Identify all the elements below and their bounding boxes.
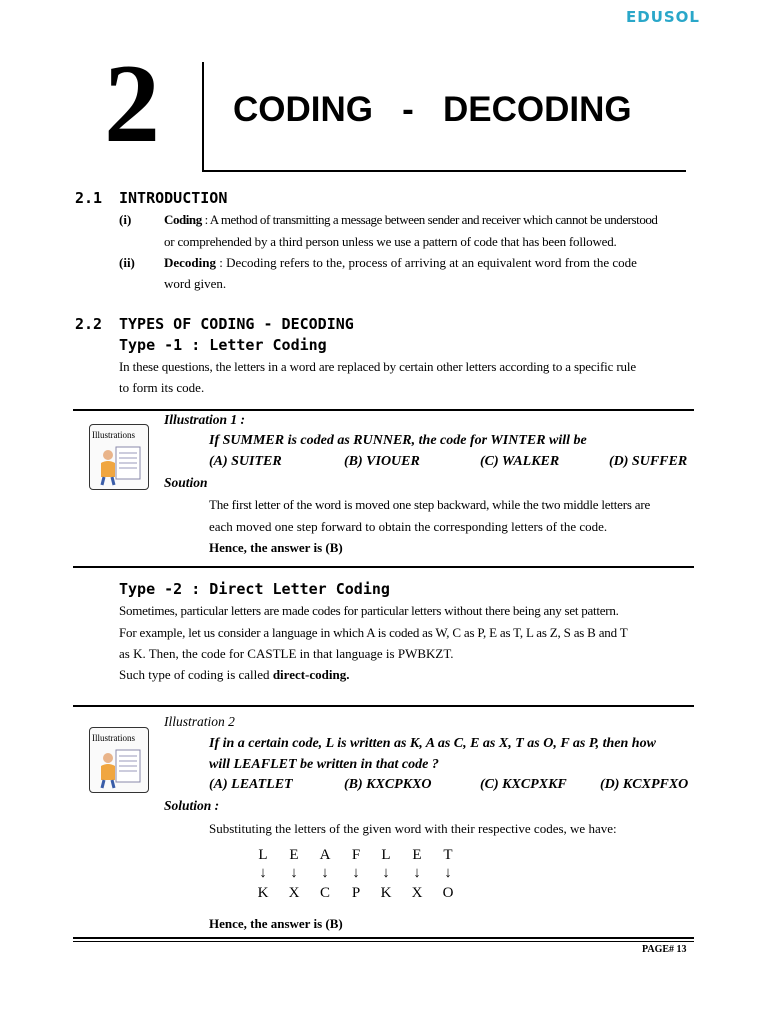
illustration-question: If SUMMER is coded as RUNNER, the code for WINTER will be bbox=[209, 433, 587, 448]
coded-letter: P bbox=[351, 885, 361, 901]
coded-letter: C bbox=[319, 885, 330, 901]
option-b: (B) KXCPKXO bbox=[344, 777, 432, 792]
type1-text-line2: to form its code. bbox=[119, 380, 205, 395]
coding-definition-line2: or comprehended by a third person unless we use a pattern of code that has been followed. bbox=[164, 234, 617, 249]
section-number: 2.1 bbox=[75, 189, 103, 207]
type2-text-line1: Sometimes, particular letters are made codes for particular letters without there being any set pattern. bbox=[119, 603, 619, 618]
type2-text-line3: as K. Then, the code for CASTLE in that language is PWBKZT. bbox=[119, 646, 454, 661]
solution-label: Solution : bbox=[164, 798, 220, 813]
option-d: (D) SUFFER bbox=[609, 454, 688, 469]
section-title: TYPES OF CODING - DECODING bbox=[119, 315, 354, 333]
coded-letter: K bbox=[380, 885, 392, 901]
option-b: (B) VIOUER bbox=[344, 454, 420, 469]
chapter-title: CODING - DECODING bbox=[233, 90, 632, 129]
illustration-question-line2: will LEAFLET be written in that code ? bbox=[209, 757, 439, 772]
term-coding: Coding bbox=[164, 212, 202, 227]
direct-coding-term: direct-coding. bbox=[272, 667, 350, 682]
page-number: PAGE# 13 bbox=[642, 944, 687, 955]
original-letter: L bbox=[258, 847, 268, 863]
option-d: (D) KCXPFXO bbox=[600, 777, 689, 792]
original-letter: F bbox=[351, 847, 361, 863]
original-letter: T bbox=[443, 847, 453, 863]
coded-letter: K bbox=[257, 885, 269, 901]
arrow-down-icon: ↓ bbox=[321, 865, 329, 881]
coding-definition-line1: Coding : A method of transmitting a message between sender and receiver which cannot be understood bbox=[164, 212, 658, 227]
original-letter: E bbox=[289, 847, 299, 863]
type1-text-line1: In these questions, the letters in a word are replaced by certain other letters according to a specific rule bbox=[119, 359, 636, 374]
option-a: (A) LEATLET bbox=[209, 777, 293, 792]
solution-text-line1: Substituting the letters of the given word with their respective codes, we have: bbox=[209, 821, 617, 836]
arrow-down-icon: ↓ bbox=[290, 865, 298, 881]
section-number: 2.2 bbox=[75, 315, 103, 333]
solution-text-line1: The first letter of the word is moved one step backward, while the two middle letters are bbox=[209, 497, 651, 512]
footer-rule-thin bbox=[73, 941, 694, 942]
original-letter: A bbox=[319, 847, 331, 863]
arrow-down-icon: ↓ bbox=[259, 865, 267, 881]
option-c: (C) WALKER bbox=[480, 454, 560, 469]
solution-text-line2: each moved one step forward to obtain the corresponding letters of the code. bbox=[209, 519, 608, 534]
item-marker: (ii) bbox=[119, 255, 135, 270]
option-c: (C) KXCPXKF bbox=[480, 777, 567, 792]
illustration-question-line1: If in a certain code, L is written as K, A as C, E as X, T as O, F as P, then how bbox=[209, 736, 656, 751]
coded-letter: X bbox=[288, 885, 300, 901]
decoding-definition-line2: word given. bbox=[164, 276, 227, 291]
illustrations-icon: Illustrations bbox=[89, 727, 149, 793]
original-letter: L bbox=[381, 847, 391, 863]
solution-label: Soution bbox=[164, 475, 208, 490]
term-decoding: Decoding bbox=[164, 255, 216, 270]
type1-title: Type -1 : Letter Coding bbox=[119, 336, 327, 354]
illustrations-icon: Illustrations bbox=[89, 424, 149, 490]
footer-rule bbox=[73, 937, 694, 939]
chapter-number: 2 bbox=[104, 42, 160, 166]
coded-letter: X bbox=[411, 885, 423, 901]
item-marker: (i) bbox=[119, 212, 132, 227]
arrow-down-icon: ↓ bbox=[382, 865, 390, 881]
decoding-definition-line1: Decoding : Decoding refers to the, process of arriving at an equivalent word from the code bbox=[164, 255, 637, 270]
type2-title: Type -2 : Direct Letter Coding bbox=[119, 580, 390, 598]
coded-letter: O bbox=[442, 885, 454, 901]
option-a: (A) SUITER bbox=[209, 454, 282, 469]
arrow-down-icon: ↓ bbox=[444, 865, 452, 881]
illustration-heading: Illustration 1 : bbox=[164, 412, 246, 427]
answer-text: Hence, the answer is (B) bbox=[209, 540, 343, 555]
illustration-heading: Illustration 2 bbox=[164, 714, 235, 729]
answer-text: Hence, the answer is (B) bbox=[209, 916, 343, 931]
original-letter: E bbox=[412, 847, 422, 863]
arrow-down-icon: ↓ bbox=[413, 865, 421, 881]
arrow-down-icon: ↓ bbox=[352, 865, 360, 881]
section-title: INTRODUCTION bbox=[119, 189, 228, 207]
edusol-logo: EDUSOL bbox=[626, 8, 700, 26]
type2-text-line2: For example, let us consider a language in which A is coded as W, C as P, E as T, L as Z, S as B and T bbox=[119, 625, 628, 640]
type2-text-line4: Such type of coding is called direct-coding. bbox=[119, 667, 350, 682]
